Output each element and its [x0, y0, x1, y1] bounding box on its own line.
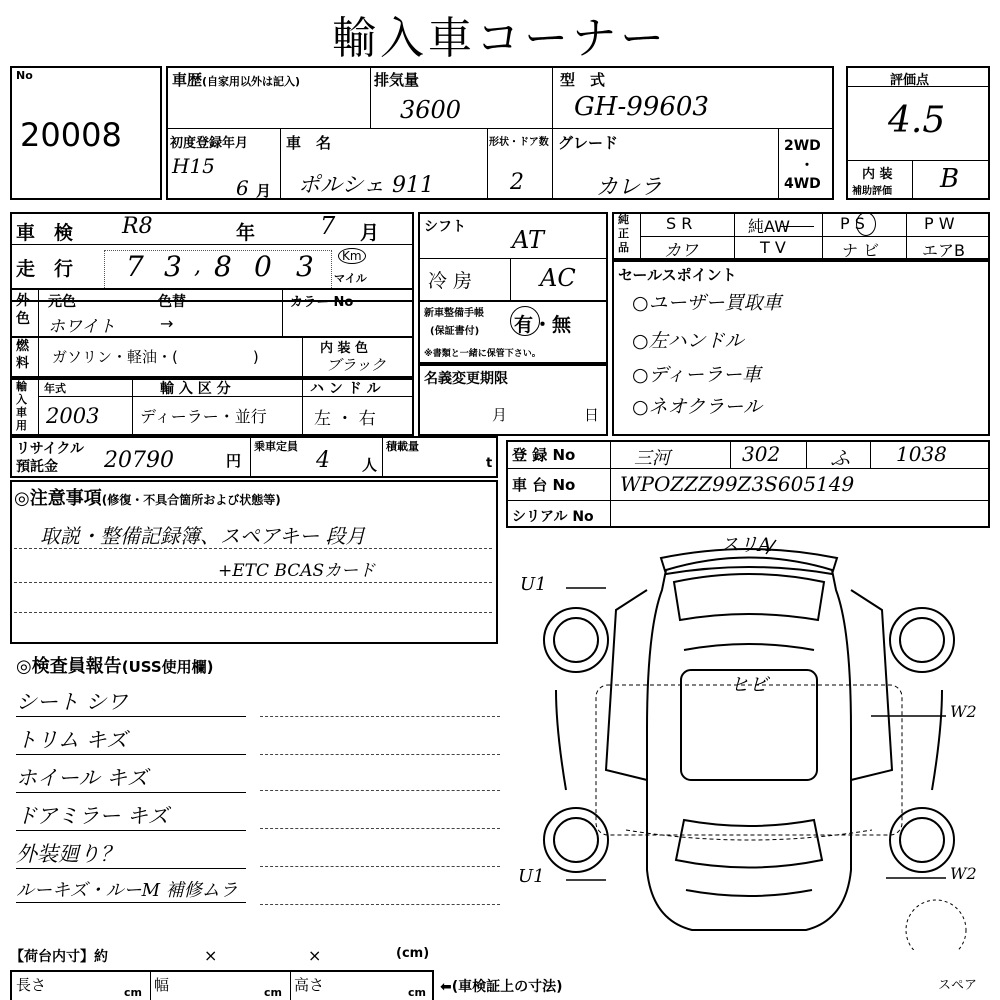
inspector-line: ドアミラー キズ: [16, 800, 246, 831]
interior-value: B: [940, 164, 960, 194]
caution-label: ◎注意事項(修復・不具合箇所および状態等): [14, 488, 281, 509]
recycle-value: 20790: [104, 448, 174, 473]
drive-4wd: 4WD: [784, 176, 821, 192]
dims-width-unit: cm: [264, 986, 282, 999]
color-orig-label: 元色: [48, 294, 76, 310]
car-name-label: 車 名: [286, 134, 332, 152]
first-reg-month-unit: 月: [256, 182, 272, 200]
dims-height-unit: cm: [408, 986, 426, 999]
handle-label: ハ ン ド ル: [310, 381, 381, 397]
chassis-value: WPOZZZ99Z3S605149: [620, 472, 855, 496]
caution-line: +ETC BCASカード: [218, 561, 376, 581]
maintenance-note: ※書類と一緒に保管下さい。: [424, 349, 541, 359]
dims-note: ⬅(車検証上の寸法): [440, 979, 563, 995]
recycle-unit: 円: [226, 452, 242, 470]
mileage-unit-mile: マイル: [334, 272, 367, 285]
load-unit: t: [486, 456, 493, 471]
first-reg-month: 6: [236, 176, 249, 200]
equip-tv: T V: [760, 238, 786, 257]
grade-value: カレラ: [596, 175, 663, 200]
diagram-mark-right-front: W2: [950, 702, 977, 721]
mileage-digit: 3: [164, 250, 182, 283]
cargo-x2: ×: [308, 946, 322, 965]
inspection-month-unit: 月: [360, 222, 380, 244]
drive-2wd: 2WD: [784, 138, 821, 154]
sales-point-item: ○ネオクラール: [632, 396, 762, 418]
color-arrow: →: [160, 314, 174, 333]
dims-height: 高さ: [294, 976, 325, 994]
fuel-side-label: 燃料: [16, 339, 30, 371]
registration-number: 1038: [896, 442, 947, 466]
serial-label: シリアル No: [512, 509, 594, 525]
model-code-label: 型 式: [560, 71, 606, 89]
equip-navi: ナ ビ: [842, 241, 880, 260]
equip-sr: S R: [666, 214, 693, 233]
import-year-label: 年式: [44, 382, 66, 395]
mileage-unit-km: Km: [338, 248, 366, 264]
sales-point-item: ○ユーザー買取車: [632, 292, 782, 314]
inspector-line: トリム キズ: [16, 724, 246, 755]
maintenance-options: 有・無: [514, 314, 572, 336]
color-side-label: 外色: [16, 293, 30, 327]
import-side-label: 輸入車用: [16, 380, 27, 432]
inspector-line: 外装廻り？: [16, 838, 246, 869]
aircon-label: 冷 房: [428, 270, 473, 292]
car-diagram: [506, 530, 992, 950]
first-reg-value: H15: [172, 154, 215, 178]
inspector-line: ルーキズ・ルーM 補修ムラ: [16, 876, 246, 903]
dims-box: [10, 970, 434, 1000]
maintenance-sub: (保証書付): [430, 326, 480, 337]
displacement-value: 3600: [400, 96, 462, 124]
sales-point-item: ○ディーラー車: [632, 364, 762, 386]
inspection-value: R8: [122, 214, 153, 239]
lot-box: [10, 66, 162, 200]
first-reg-label: 初度登録年月: [170, 136, 249, 151]
equipment-side-label: 純正品: [618, 213, 629, 254]
aircon-value: AC: [540, 264, 576, 292]
maintenance-circle: [510, 306, 540, 336]
diagram-mark-right-rear: W2: [950, 864, 977, 883]
colorno-label: カラー No: [290, 295, 354, 310]
equip-kawa: カワ: [664, 241, 698, 261]
diagram-mark-left-rear: U1: [518, 866, 545, 887]
fuel-options: ガソリン・軽油・( ): [52, 348, 259, 366]
inspection-label: 車 検: [16, 222, 74, 244]
drive-dot: ・: [800, 158, 814, 174]
capacity-unit: 人: [362, 456, 378, 474]
dims-length: 長さ: [16, 976, 47, 994]
color-value: ホワイト: [48, 317, 116, 337]
registration-class: 302: [742, 442, 781, 466]
mileage-separator: ,: [194, 254, 201, 279]
page-title: 輸入車コーナー: [332, 13, 668, 64]
load-label: 積載量: [386, 440, 419, 453]
diagram-mark-top: スリA: [720, 534, 772, 556]
name-change-label: 名義変更期限: [424, 371, 508, 387]
equip-ps: P S: [840, 214, 865, 233]
capacity-value: 4: [316, 448, 330, 473]
inspection-year-unit: 年: [236, 222, 256, 244]
grade-label: グレード: [558, 134, 619, 152]
inspection-month: 7: [320, 212, 336, 240]
mileage-digit: 3: [296, 250, 314, 283]
inspector-label: ◎検査員報告(USS使用欄): [16, 656, 214, 677]
score-label: 評価点: [890, 73, 930, 88]
name-change-day: 日: [584, 406, 600, 424]
lot-label: No: [16, 69, 33, 82]
mileage-digit: 8: [214, 250, 232, 283]
caution-line: 取説・整備記録簿、スペアキー 段月: [40, 524, 366, 548]
dims-length-unit: cm: [124, 986, 142, 999]
equip-pw: P W: [924, 214, 955, 233]
registration-kana: ふ: [830, 446, 850, 470]
color-change-label: 色替: [158, 294, 186, 310]
doors-value: 2: [510, 170, 524, 195]
interior-sub: 補助評価: [852, 186, 892, 197]
displacement-label: 排気量: [374, 71, 420, 89]
sales-point-item: ○左ハンドル: [632, 330, 744, 352]
history-label: 車歴(自家用以外は記入): [172, 71, 301, 89]
capacity-label: 乗車定員: [254, 440, 298, 453]
shift-label: シフト: [424, 219, 466, 235]
interior-label: 内 装: [862, 167, 893, 182]
equip-aw: 純AW: [748, 217, 790, 236]
mileage-digit: 0: [254, 250, 272, 283]
diagram-mark-left-front: U1: [520, 574, 547, 595]
recycle-label: リサイクル: [16, 441, 85, 457]
dims-width: 幅: [154, 976, 170, 994]
equip-aw-check: [780, 226, 814, 227]
equip-airbag: エアB: [922, 241, 965, 260]
spare-label: スペア: [938, 978, 978, 993]
inspector-line: シート シワ: [16, 686, 246, 717]
doors-label: 形状・ドア数: [489, 137, 549, 148]
mileage-label: 走 行: [16, 258, 74, 280]
lot-number: 20008: [20, 116, 122, 154]
cargo-x1: ×: [204, 946, 218, 965]
name-change-month: 月: [492, 406, 508, 424]
registration-label: 登 録 No: [512, 446, 576, 464]
recycle-sub: 預託金: [16, 459, 58, 475]
score-value: 4.5: [888, 100, 946, 141]
import-kubun-label: 輸 入 区 分: [160, 381, 231, 397]
inspector-line: ホイール キズ: [16, 762, 246, 793]
import-year-value: 2003: [46, 404, 100, 428]
model-code-value: GH-99603: [574, 92, 709, 122]
maintenance-label: 新車整備手帳: [424, 308, 484, 319]
interior-color-value: ブラック: [326, 356, 386, 374]
diagram-mark-center: ヒビ: [730, 674, 769, 696]
shift-value: AT: [512, 226, 545, 254]
sales-points-label: セールスポイント: [618, 266, 737, 284]
mileage-digit: 7: [126, 250, 144, 283]
cargo-unit: (cm): [396, 946, 430, 961]
registration-region: 三河: [634, 448, 670, 469]
import-kubun-options: ディーラー・並行: [140, 407, 267, 426]
handle-options: 左 ・ 右: [314, 409, 376, 429]
equip-ps-circle: [856, 212, 876, 236]
chassis-label: 車 台 No: [512, 476, 576, 494]
car-name-value: ポルシェ 911: [298, 173, 434, 198]
cargo-label: 【荷台内寸】約: [10, 949, 108, 965]
interior-color-label: 内 装 色: [320, 341, 369, 356]
